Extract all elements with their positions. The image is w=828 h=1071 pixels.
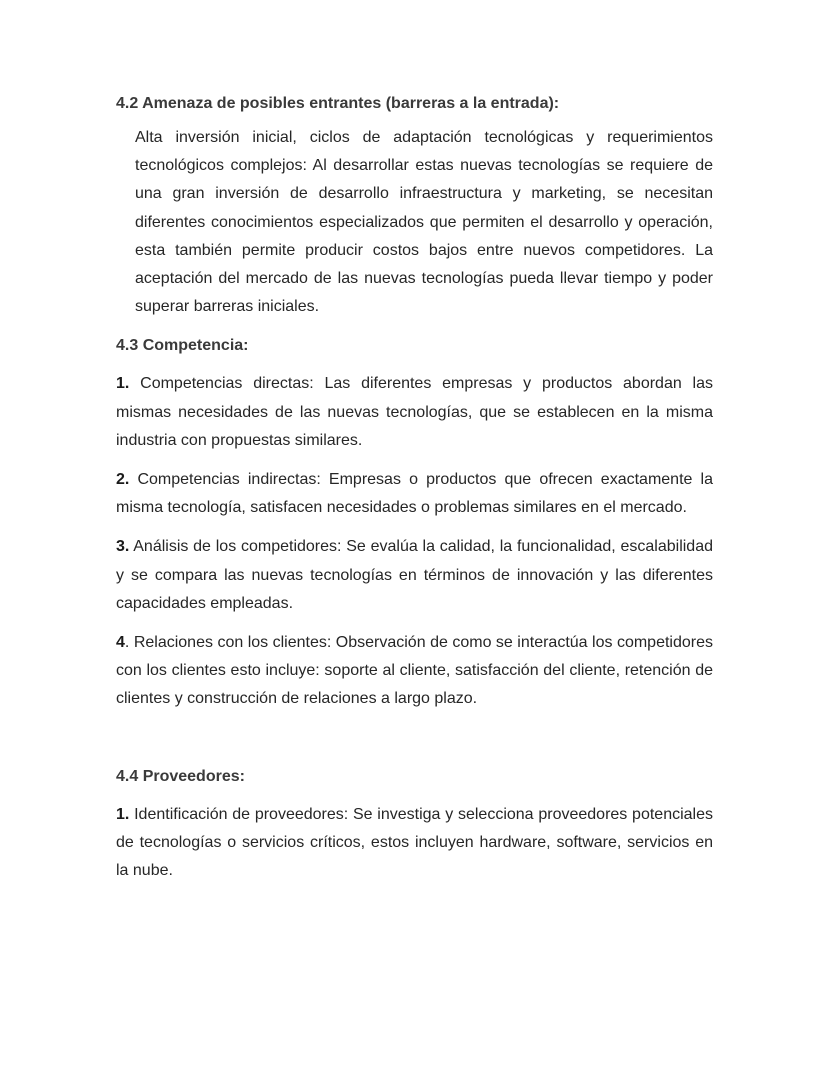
list-item [116,629,713,714]
list-item [116,370,713,455]
list-item-number: 1. [116,805,130,823]
list-item [116,801,713,886]
list-item-number: 3. [116,538,130,556]
list-item-number: 4 [116,634,125,652]
list-item-text: . Relaciones con los clientes: Observación de como se interactúa los competidores con los clientes esto incluye: soporte al cliente, satisfacción del cliente, retención de clientes y construcción de relaciones a largo plazo. [116,634,713,708]
list-item-number: 1. [116,375,130,393]
list-item-number: 2. [116,471,130,489]
list-item-text: Análisis de los competidores: Se evalúa la calidad, la funcionalidad, escalabilidad y se compara las nuevas tecnologías en términos de innovación y las diferentes capacidades empleadas. [116,538,713,612]
section-heading-4-2: 4.2 Amenaza de posibles entrantes (barreras a la entrada): [116,95,560,112]
list-item [116,533,713,618]
section-heading-4-3: 4.3 Competencia: [116,337,249,355]
section-heading-4-4: 4.4 Proveedores: [116,767,245,785]
document-page [116,90,713,896]
section-4-2-paragraph: Alta inversión inicial, ciclos de adaptación tecnológicas y requerimientos tecnológicos complejos: Al desarrollar estas nuevas tecnologías se requiere de una gran inversión de desarrollo infraestructura y marketing, se necesitan diferentes conocimientos especializados que permiten el desarrollo y operación, esta también permite producir costos bajos entre nuevos competidores. La aceptación del mercado de las nuevas tecnologías pueda llevar tiempo y poder superar barreras iniciales. [135,129,713,316]
list-item [116,466,713,522]
list-item-text: Competencias indirectas: Empresas o productos que ofrecen exactamente la misma tecnología, satisfacen necesidades o problemas similares en el mercado. [116,471,713,517]
list-item-text: Identificación de proveedores: Se investiga y selecciona proveedores potenciales de tecnologías o servicios críticos, estos incluyen hardware, software, servicios en la nube. [116,805,713,880]
list-item-text: Competencias directas: Las diferentes empresas y productos abordan las mismas necesidades de las nuevas tecnologías, que se establecen en la misma industria con propuestas similares. [116,375,713,449]
